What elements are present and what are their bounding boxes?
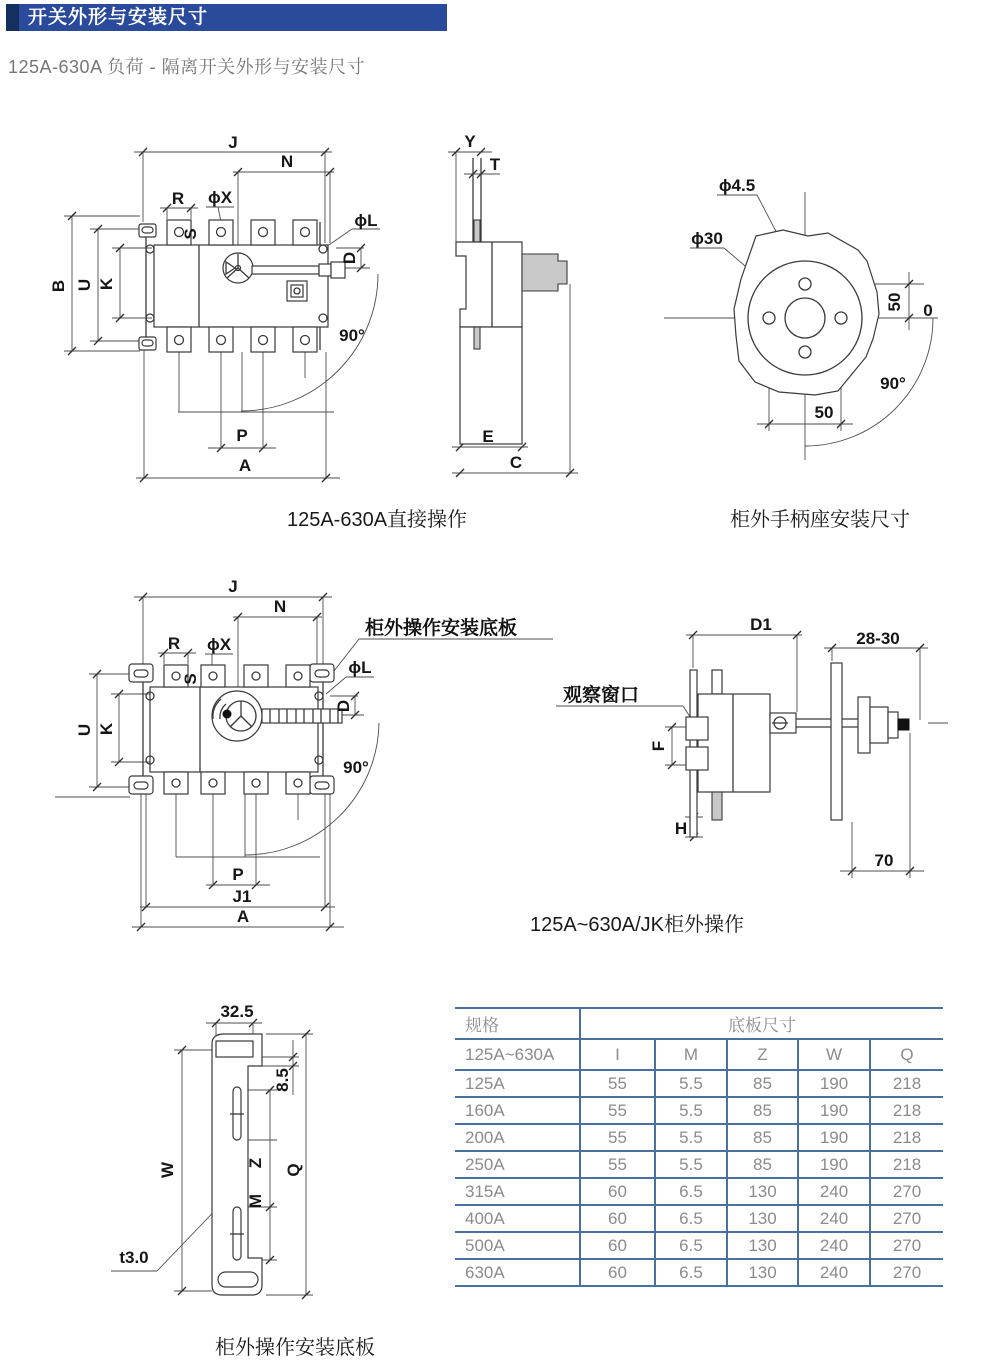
dim-label-90: 90° [880,374,906,393]
dim-label-8-5: 8.5 [273,1068,292,1092]
window-note-label: 观察窗口 [563,685,640,706]
dim-label-s: S [181,673,200,685]
dim-label-phi30: ϕ30 [691,229,723,248]
table-header-row [455,1008,943,1039]
table-row: 200A 55 5.5 85 190 218 [455,1124,943,1151]
observation-window [686,717,708,740]
fig-jk-geometry [129,664,342,794]
col-header-spec: 规格 [455,1008,580,1039]
caption-base-plate: 柜外操作安装底板 [215,1337,375,1359]
fig-jk-side-view [556,615,948,878]
table-row: 630A 60 6.5 130 240 270 [455,1259,943,1286]
dim-label-t3: t3.0 [119,1248,149,1267]
row-spec: 400A [455,1205,580,1232]
fig-base-plate [111,1002,313,1299]
subheader-i: I [580,1039,655,1070]
fig-side-geometry [456,158,567,444]
dim-label-28-30: 28-30 [856,629,900,648]
dim-label-k: K [97,722,116,736]
dim-label-d: D [334,699,353,713]
dim-label-k: K [97,277,116,291]
dim-label-u: U [75,278,94,292]
dim-label-phi45: ϕ4.5 [718,176,756,195]
dim-label-e: E [482,427,494,446]
dim-label-50-vertical: 50 [885,292,904,312]
fig-jk-side-geometry [686,663,909,837]
dim-label-phi-l: ϕL [354,211,378,230]
plate-note-label: 柜外操作安装底板 [365,618,518,639]
dim-label-m: M [246,1193,265,1209]
page-title: 开关外形与安装尺寸 [28,7,209,28]
fig-direct-side-view [448,132,578,477]
dim-label-f: F [649,740,668,752]
dim-label-90: 90° [339,326,365,345]
dim-label-b: B [49,279,68,293]
subheader-m: M [655,1039,727,1070]
row-spec: 630A [455,1259,580,1286]
caption-jk-operation: 125A~630A/JK柜外操作 [530,914,744,936]
dim-label-y: Y [464,132,476,151]
dim-label-n: N [280,152,294,171]
table-row: 500A 60 6.5 130 240 270 [455,1232,943,1259]
dim-label-s: S [181,228,200,240]
fig-jk-front-view [55,577,553,931]
dim-label-a: A [236,907,250,926]
row-spec: 500A [455,1232,580,1259]
dim-label-70: 70 [874,851,894,870]
dim-label-w: W [158,1161,177,1179]
row-spec: 315A [455,1178,580,1205]
subheader-z: Z [727,1039,798,1070]
dim-label-d: D [340,251,359,265]
row-spec: 160A [455,1097,580,1124]
dim-label-t: T [489,155,501,174]
dim-label-c: C [509,453,523,472]
dim-label-z: Z [246,1157,265,1169]
row-spec: 250A [455,1151,580,1178]
dim-label-h: H [674,819,688,838]
operating-lever [252,266,319,274]
col-header-plate-size: 底板尺寸 [580,1008,943,1039]
cabinet-door-panel [831,663,842,820]
table-subheader-row [455,1039,943,1070]
caption-handle-seat: 柜外手柄座安装尺寸 [730,509,910,531]
dim-label-50-horizontal: 50 [814,403,834,422]
dim-label-phi-x: ϕX [206,635,232,654]
subheader-range: 125A~630A [455,1039,580,1070]
table-row: 160A 55 5.5 85 190 218 [455,1097,943,1124]
fig-direct-front-view [49,133,380,482]
dim-label-j: J [228,133,238,152]
dim-label-u: U [75,723,94,737]
dim-label-r: R [171,189,185,208]
dim-label-p: P [232,865,244,884]
table-row: 125A 55 5.5 85 190 218 [455,1070,943,1097]
dim-label-a: A [238,456,252,475]
dim-label-j: J [228,577,238,596]
table-row: 250A 55 5.5 85 190 218 [455,1151,943,1178]
row-spec: 125A [455,1070,580,1097]
dim-label-phi-l: ϕL [348,658,372,677]
handle-block [522,254,567,291]
base-plate-dimension-table [455,1007,943,1287]
fig-handle-seat [664,176,938,460]
dim-label-n: N [273,597,287,616]
subheader-w: W [798,1039,870,1070]
table-row: 400A 60 6.5 130 240 270 [455,1205,943,1232]
dim-label-0: 0 [923,301,933,320]
dim-label-q: Q [284,1163,303,1177]
dim-label-32-5: 32.5 [220,1002,254,1021]
fig-seat-geometry [734,230,879,395]
dim-label-d1: D1 [750,615,772,634]
dim-label-90: 90° [343,758,369,777]
subheader-q: Q [870,1039,943,1070]
dim-label-r: R [167,634,181,653]
dim-label-phi-x: ϕX [207,188,233,207]
page-subtitle: 125A-630A 负荷 - 隔离开关外形与安装尺寸 [8,57,366,77]
dim-label-j1: J1 [232,887,252,906]
row-spec: 200A [455,1124,580,1151]
caption-direct-operation: 125A-630A直接操作 [286,509,468,531]
fig-direct-geometry [139,220,345,352]
table-row: 315A 60 6.5 130 240 270 [455,1178,943,1205]
dim-label-p: P [236,426,248,445]
